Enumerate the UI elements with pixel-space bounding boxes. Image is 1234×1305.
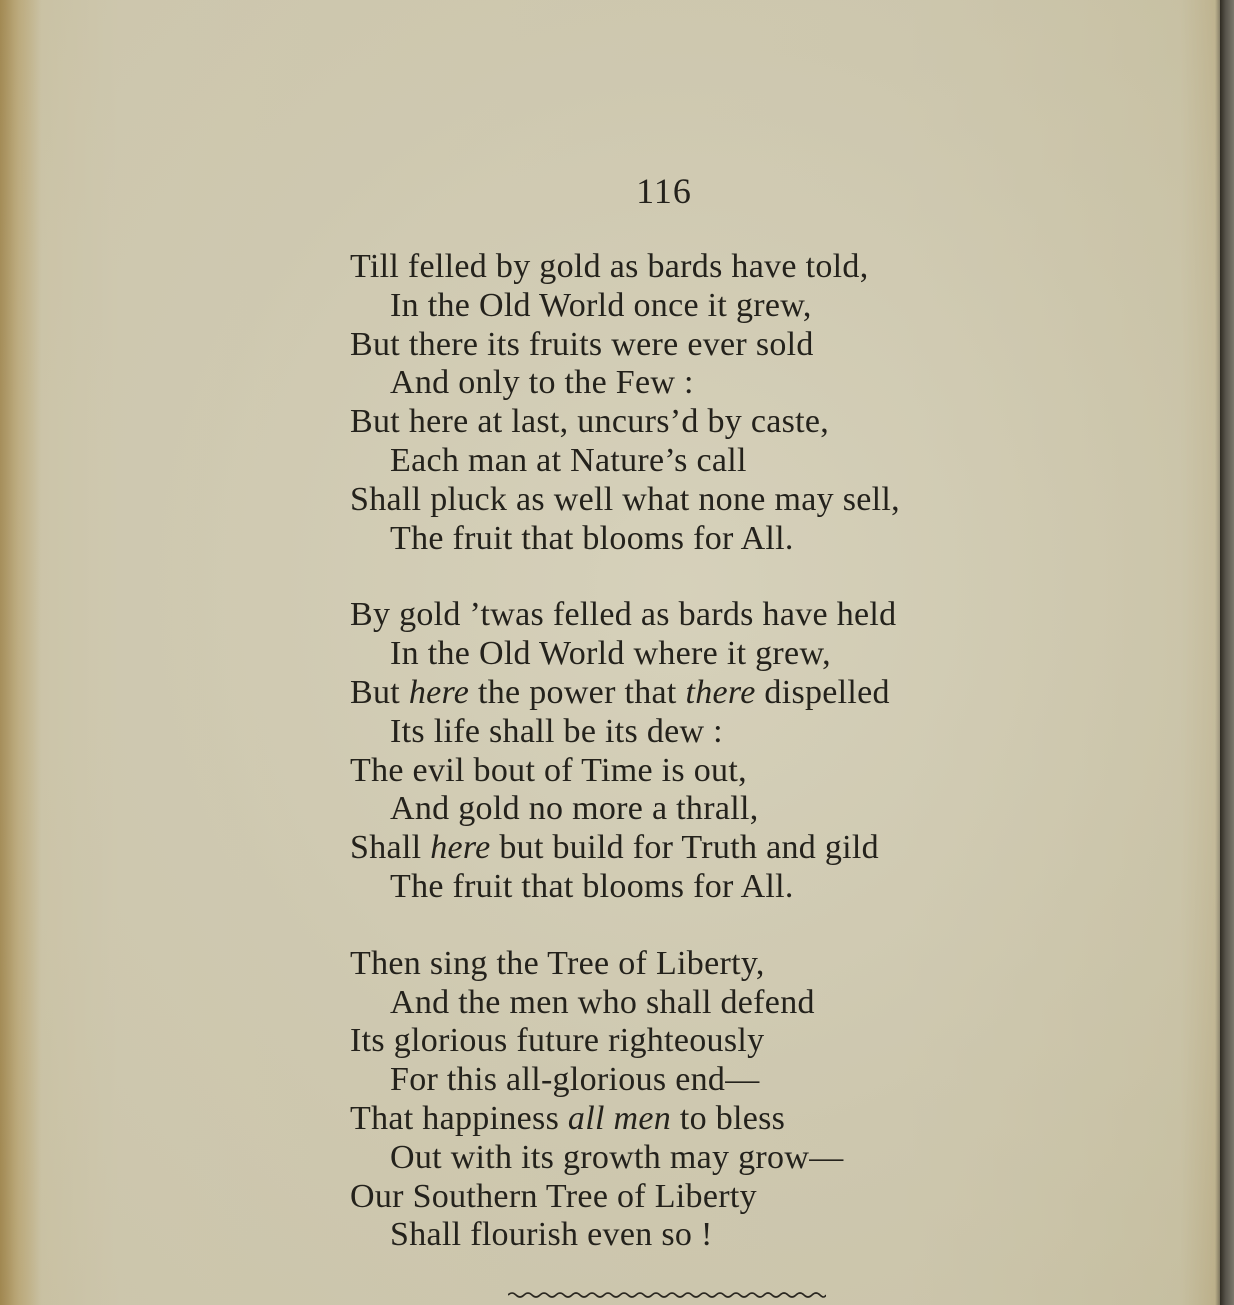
poem-line <box>350 829 1050 868</box>
line-segment: But <box>350 673 409 711</box>
page-binding-shadow <box>0 0 42 1305</box>
stanza-break <box>350 558 1050 596</box>
wavy-rule-ornament <box>508 1290 826 1300</box>
poem-line: And only to the Few : <box>390 364 694 402</box>
stanza-break <box>350 907 1050 945</box>
poem-line: And the men who shall defend <box>390 983 815 1021</box>
poem-line: Shall flourish even so ! <box>390 1216 713 1254</box>
stanza-2 <box>350 596 1050 906</box>
poem-line: Its glorious future righteously <box>350 1022 765 1060</box>
poem-line: Shall pluck as well what none may sell, <box>350 480 900 518</box>
italic-word: here <box>430 829 491 867</box>
poem-line <box>350 1100 1050 1139</box>
poem-line <box>350 674 1050 713</box>
stanza-3 <box>350 945 1050 1255</box>
italic-word: all men <box>567 1099 672 1137</box>
stanza-1 <box>350 248 1050 558</box>
poem-line: In the Old World where it grew, <box>390 635 831 673</box>
poem-line: Each man at Nature’s call <box>390 441 747 479</box>
poem-line: For this all-glorious end— <box>390 1061 760 1099</box>
poem-line: The fruit that blooms for All. <box>390 867 794 905</box>
poem-line: Out with its growth may grow— <box>390 1138 844 1176</box>
poem-line: Our Southern Tree of Liberty <box>350 1177 757 1215</box>
line-segment: the power that <box>469 673 686 711</box>
poem-line: The evil bout of Time is out, <box>350 751 747 789</box>
line-segment: dispelled <box>755 673 890 711</box>
page-right-edge <box>1220 0 1234 1305</box>
poem-line: Till felled by gold as bards have told, <box>350 248 869 285</box>
page-number: 116 <box>636 171 692 211</box>
poem-line: But there its fruits were ever sold <box>350 325 814 363</box>
line-segment: That happiness <box>350 1099 568 1137</box>
poem-line: By gold ’twas felled as bards have held <box>350 596 897 634</box>
line-segment: but build for Truth and gild <box>490 829 879 867</box>
line-segment: to bless <box>671 1099 786 1137</box>
poem-line: Then sing the Tree of Liberty, <box>350 944 765 982</box>
poem-line: In the Old World once it grew, <box>390 286 812 324</box>
italic-word: there <box>685 673 756 711</box>
poem <box>350 248 1050 1255</box>
poem-line: But here at last, uncurs’d by caste, <box>350 403 830 441</box>
poem-line: The fruit that blooms for All. <box>390 519 794 557</box>
poem-line: Its life shall be its dew : <box>390 712 723 750</box>
line-segment: Shall <box>350 829 431 867</box>
italic-word: here <box>408 673 470 711</box>
poem-line: And gold no more a thrall, <box>390 790 759 828</box>
